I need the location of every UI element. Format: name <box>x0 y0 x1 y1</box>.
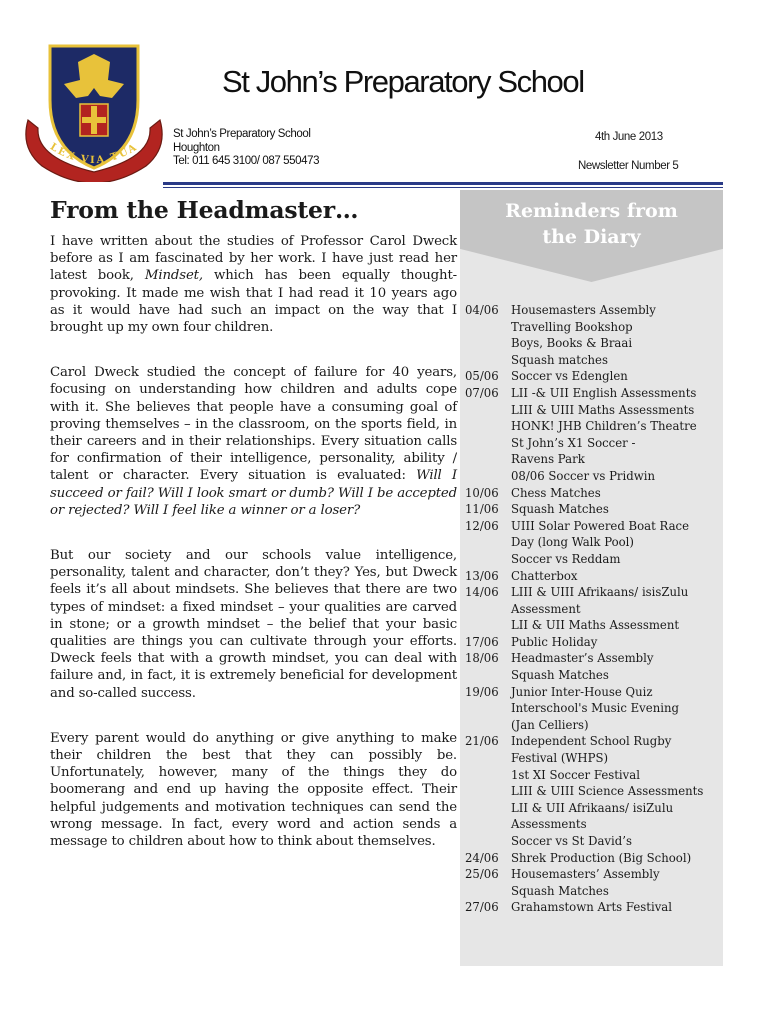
diary-entry <box>465 418 723 435</box>
diary-entry-text: Assessment <box>511 601 581 616</box>
article-title: From the Headmaster… <box>50 196 359 224</box>
diary-entry-text: Soccer vs St David’s <box>511 834 632 848</box>
diary-entry <box>465 335 723 352</box>
diary-entry-date: 17/06 <box>465 634 499 649</box>
diary-entry <box>465 617 723 634</box>
diary-entry <box>465 368 723 385</box>
diary-entry-text: LIII & UIII Afrikaans/ isisZulu <box>511 585 689 600</box>
diary-entry <box>465 866 723 883</box>
diary-entry-text: LIII & UIII Science Assessments <box>511 784 704 799</box>
diary-entry-text: Squash matches <box>511 352 608 367</box>
diary-entry <box>465 451 723 468</box>
diary-entry-date: 14/06 <box>465 585 499 600</box>
school-crest-logo <box>20 40 168 182</box>
diary-entry-text: Festival (WHPS) <box>511 751 609 766</box>
diary-entry-text: Assessments <box>511 817 587 832</box>
diary-entry-text: Public Holiday <box>511 634 598 649</box>
diary-entry-text: Independent School Rugby <box>511 734 672 749</box>
diary-entry <box>465 717 723 734</box>
sidebar-heading <box>460 198 723 250</box>
diary-entry-date: 12/06 <box>465 518 499 533</box>
diary-entry <box>465 319 723 336</box>
diary-entry-text: HONK! JHB Children’s Theatre <box>511 419 697 434</box>
diary-entry-text: Squash Matches <box>511 668 609 683</box>
diary-entry-text: Headmaster’s Assembly <box>511 651 654 666</box>
diary-entry-text: Housemasters’ Assembly <box>511 867 660 882</box>
crest-motto: LEX VIA TUA <box>47 141 141 167</box>
diary-entry-date: 19/06 <box>465 684 499 699</box>
diary-entry-text: Squash Matches <box>511 502 609 517</box>
diary-entry <box>465 816 723 833</box>
diary-entry-date: 24/06 <box>465 850 499 865</box>
address-line: Tel: 011 645 3100/ 087 550473 <box>173 155 320 167</box>
diary-entry <box>465 667 723 684</box>
diary-entry <box>465 601 723 618</box>
diary-entry <box>465 650 723 667</box>
diary-entry-date: 13/06 <box>465 568 499 583</box>
diary-entry <box>465 783 723 800</box>
diary-entry-date: 05/06 <box>465 369 499 384</box>
diary-entry <box>465 501 723 518</box>
sidebar-heading-line: the Diary <box>542 226 641 248</box>
diary-entry <box>465 833 723 850</box>
diary-entry-date: 10/06 <box>465 485 499 500</box>
diary-entry <box>465 899 723 916</box>
diary-entry-date: 18/06 <box>465 651 499 666</box>
diary-entry-text: LII & UII Afrikaans/ isiZulu <box>511 800 674 815</box>
diary-entry-text: 1st XI Soccer Festival <box>511 767 640 782</box>
header-divider-thin <box>163 187 723 188</box>
diary-entry-date: 25/06 <box>465 867 499 882</box>
diary-entry-text: Soccer vs Edenglen <box>511 369 628 384</box>
diary-entry-text: Ravens Park <box>511 452 585 467</box>
diary-entry-text: Soccer vs Reddam <box>511 551 621 566</box>
school-address <box>173 128 319 169</box>
diary-entry <box>465 352 723 369</box>
header-divider <box>163 182 723 185</box>
diary-entry <box>465 800 723 817</box>
diary-entry <box>465 534 723 551</box>
diary-entry-text: (Jan Celliers) <box>511 717 589 732</box>
article-emphasis: Will I succeed or fail? Will I look smart or dumb? Will I be accepted or rejected? Will I feel like a winner or a loser? <box>50 468 457 518</box>
diary-entry-text: 08/06 Soccer vs Pridwin <box>511 468 656 483</box>
headmaster-article <box>50 233 457 850</box>
article-text: I have written about the studies of Professor Carol Dweck before as I am fascinated by her work. I have just read her latest book, <box>50 234 457 284</box>
diary-entry <box>465 485 723 502</box>
article-text: But our society and our schools value intelligence, personality, talent and character, don’t they? Yes, but Dweck feels it’s all about mindsets. She believes that there are two types of mindset: a fixed mindset – your qualities are carved in stone; or a growth mindset – the belief that your basic qualities are things you can cultivate through your efforts. Dweck feels that with a growth mindset, you can deal with failure and, in fact, it is extremely beneficial for development and so-called success. <box>50 548 457 701</box>
article-paragraph <box>50 233 457 336</box>
article-paragraph <box>50 547 457 702</box>
newsletter-number: Newsletter Number 5 <box>578 160 679 172</box>
sidebar-heading-line: Reminders from <box>505 200 678 222</box>
diary-entry <box>465 700 723 717</box>
diary-entry-text: Grahamstown Arts Festival <box>511 900 673 915</box>
diary-entry-date: 21/06 <box>465 734 499 749</box>
diary-entry-text: LIII & UIII Maths Assessments <box>511 402 695 417</box>
diary-entry-text: Squash Matches <box>511 883 609 898</box>
diary-entry <box>465 568 723 585</box>
diary-entry-text: Boys, Books & Braai <box>511 336 633 351</box>
article-text: Every parent would do anything or give anything to make their children the best that they can possibly be. Unfortunately, however, many of the things they do boomerang and end up having the opposite effect. Their helpful judgements and motivation techniques can send the wrong message. In fact, every word and action sends a message to children about how to think about themselves. <box>50 730 457 850</box>
article-text: which has been equally thought-provoking. It made me wish that I had read it 10 years ago as it would have had such an impact on the way that I brought up my own four children. <box>50 268 457 336</box>
article-paragraph <box>50 364 457 519</box>
diary-entry <box>465 750 723 767</box>
diary-entry <box>465 634 723 651</box>
diary-entry-text: Chatterbox <box>511 568 578 583</box>
diary-entry <box>465 385 723 402</box>
diary-entry-text: UIII Solar Powered Boat Race <box>511 518 690 533</box>
diary-entry <box>465 733 723 750</box>
article-paragraph <box>50 730 457 850</box>
diary-entry-text: LII & UII Maths Assessment <box>511 618 680 633</box>
diary-entry-text: Travelling Bookshop <box>511 319 633 334</box>
diary-entry <box>465 402 723 419</box>
diary-entry <box>465 518 723 535</box>
diary-entry-text: LII -& UII English Assessments <box>511 385 697 400</box>
diary-entry-date: 07/06 <box>465 385 499 400</box>
diary-entry-text: Shrek Production (Big School) <box>511 850 692 865</box>
diary-entry <box>465 767 723 784</box>
address-line: St John’s Preparatory School <box>173 128 311 140</box>
article-emphasis: Mindset, <box>144 268 203 284</box>
diary-entry-text: Chess Matches <box>511 485 601 500</box>
diary-entry-text: Housemasters Assembly <box>511 303 656 317</box>
diary-entry-text: St John’s X1 Soccer - <box>511 435 636 450</box>
article-text: Carol Dweck studied the concept of failure for 40 years, focusing on understanding how children and adults cope with it. She believes that people have a consuming goal of proving themselves – in the classroom, on the sports field, in their careers and in their relationships. Every situation calls for confirmation of their intelligence, personality, ability / talent or character. Every situation is evaluated: <box>50 365 457 484</box>
diary-entry-date: 27/06 <box>465 900 499 915</box>
diary-entry-date: 11/06 <box>465 502 499 517</box>
diary-entry <box>465 551 723 568</box>
diary-entry <box>465 883 723 900</box>
diary-list <box>465 302 723 916</box>
diary-entry <box>465 684 723 701</box>
diary-entry-text: Junior Inter-House Quiz <box>511 684 653 699</box>
diary-entry-text: Day (long Walk Pool) <box>511 535 634 550</box>
newsletter-date: 4th June 2013 <box>595 131 663 143</box>
diary-entry-date: 04/06 <box>465 303 499 317</box>
diary-entry-text: Interschool's Music Evening <box>511 701 679 716</box>
diary-entry <box>465 468 723 485</box>
diary-entry <box>465 302 723 319</box>
diary-entry <box>465 850 723 867</box>
address-line: Houghton <box>173 141 220 154</box>
school-title: St John’s Preparatory School <box>222 64 584 99</box>
diary-entry <box>465 584 723 601</box>
diary-entry <box>465 435 723 452</box>
